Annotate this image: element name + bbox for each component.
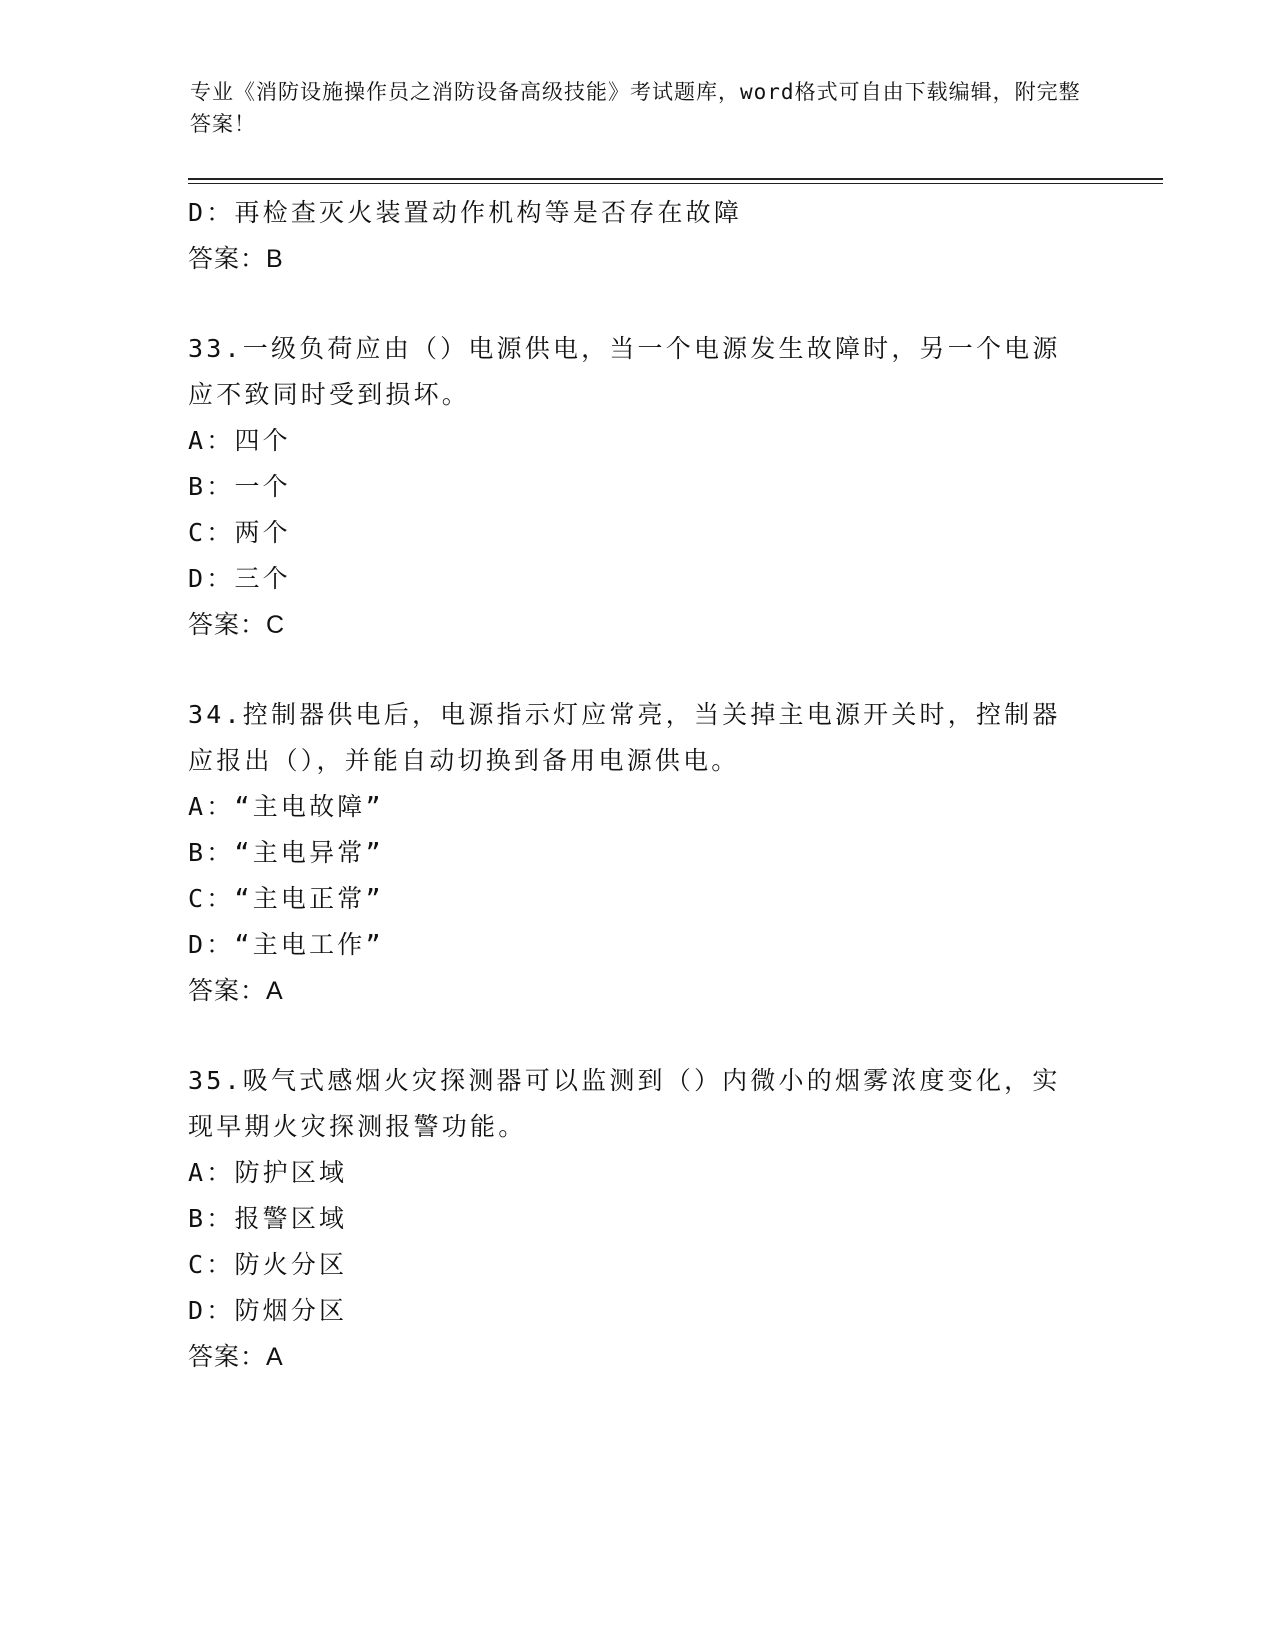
option-d: D：防烟分区 xyxy=(188,1296,348,1325)
option-a: A：防护区域 xyxy=(188,1158,348,1187)
option-a: A：“主电故障” xyxy=(188,792,384,821)
question-stem: 35.吸气式感烟火灾探测器可以监测到（）内微小的烟雾浓度变化，实现早期火灾探测报警功能。 xyxy=(188,1066,1061,1141)
option-d: D：“主电工作” xyxy=(188,930,384,959)
option-d: D：再检查灭火装置动作机构等是否存在故障 xyxy=(188,198,743,227)
option-c: C：“主电正常” xyxy=(188,884,384,913)
option-b: B：一个 xyxy=(188,472,291,501)
question-34 xyxy=(188,692,1088,1014)
question-35 xyxy=(188,1058,1088,1380)
option-b: B：报警区域 xyxy=(188,1204,348,1233)
answer-line: 答案：B xyxy=(188,245,284,273)
answer-line: 答案：C xyxy=(188,611,286,639)
option-b: B：“主电异常” xyxy=(188,838,384,867)
question-33 xyxy=(188,326,1088,648)
option-c: C：防火分区 xyxy=(188,1250,348,1279)
document-header: 专业《消防设施操作员之消防设备高级技能》考试题库，word格式可自由下载编辑，附完整答案！ xyxy=(190,80,1081,136)
header-rule-thick xyxy=(188,178,1163,180)
answer-line: 答案：A xyxy=(188,977,284,1005)
document-body xyxy=(188,190,1088,1380)
question-stem: 33.一级负荷应由（）电源供电，当一个电源发生故障时，另一个电源应不致同时受到损坏。 xyxy=(188,334,1061,409)
previous-question-tail xyxy=(188,190,1088,282)
option-a: A：四个 xyxy=(188,426,291,455)
option-d: D：三个 xyxy=(188,564,291,593)
question-stem: 34.控制器供电后，电源指示灯应常亮，当关掉主电源开关时，控制器应报出（），并能自动切换到备用电源供电。 xyxy=(188,700,1061,775)
option-c: C：两个 xyxy=(188,518,291,547)
header-rule-thin xyxy=(188,183,1163,184)
answer-line: 答案：A xyxy=(188,1343,284,1371)
